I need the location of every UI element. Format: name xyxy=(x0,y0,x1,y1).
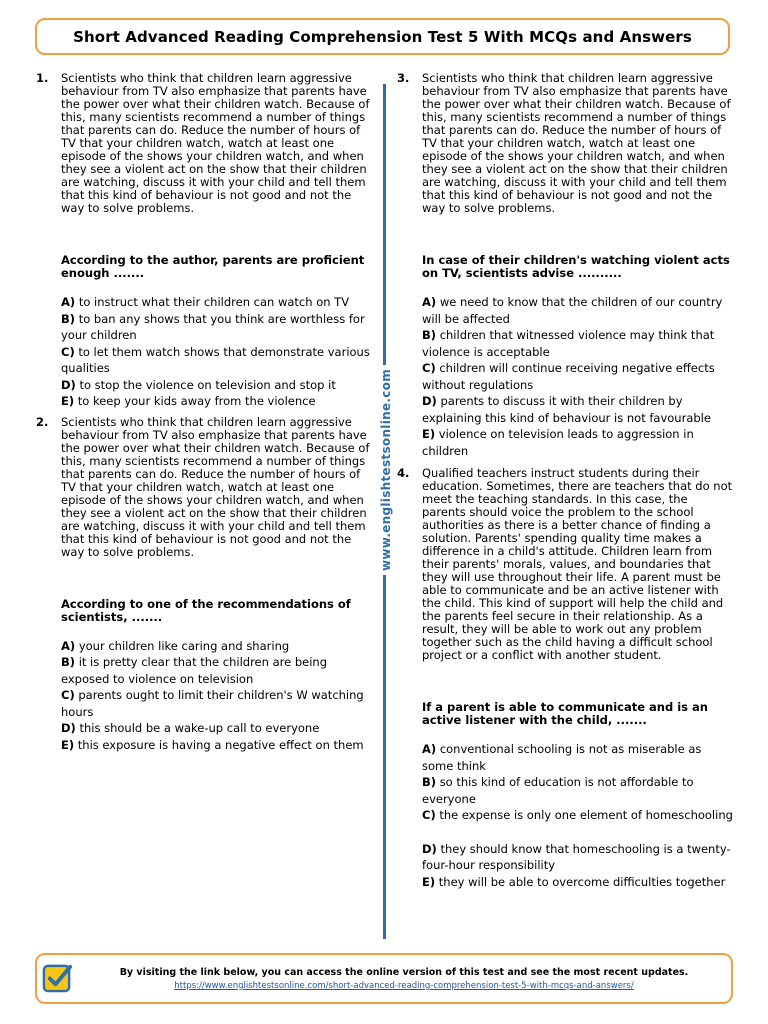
question-1 xyxy=(36,72,372,410)
option-c[interactable] xyxy=(61,344,372,377)
option-letter: E) xyxy=(422,427,436,441)
option-text: children will continue receiving negative effects without regulations xyxy=(422,361,715,392)
option-text: to keep your kids away from the violence xyxy=(77,394,316,408)
option-text: this exposure is having a negative effect on them xyxy=(77,737,364,752)
option-text: to ban any shows that you think are worthless for your children xyxy=(61,311,365,342)
option-a[interactable] xyxy=(422,741,733,774)
option-text: to let them watch shows that demonstrate various qualities xyxy=(61,344,370,375)
option-text: we need to know that the children of our country will be affected xyxy=(422,295,723,326)
question-prompt: If a parent is able to communicate and is an active listener with the child, ....... xyxy=(422,700,708,727)
option-letter: E) xyxy=(61,394,75,408)
option-d[interactable] xyxy=(422,393,733,426)
option-letter: D) xyxy=(61,721,76,735)
checkbox-icon xyxy=(42,962,73,993)
option-letter: B) xyxy=(61,655,76,669)
option-letter: D) xyxy=(422,394,437,408)
option-letter: D) xyxy=(61,377,76,392)
option-a[interactable] xyxy=(61,294,372,311)
option-d[interactable] xyxy=(422,841,733,874)
page-title: Short Advanced Reading Comprehension Test 5 With MCQs and Answers xyxy=(35,18,730,55)
question-passage: Scientists who think that children learn aggressive behaviour from TV also emphasize that parents have the power over what their children watch. Because of this, many scientists recommend a number of things that parents can do. Reduce the number of hours of TV that your children watch, watch at least one episode of the shows your children watch, and when they see a violent act on the show that their children are watching, discuss it with your child and tell them that this kind of behaviour is not good and not the way to solve problems. xyxy=(422,71,731,215)
option-letter: C) xyxy=(61,344,75,359)
question-prompt: According to one of the recommendations of scientists, ....... xyxy=(61,596,351,624)
option-text: the expense is only one element of homeschooling xyxy=(439,808,733,822)
option-letter: C) xyxy=(61,688,75,702)
option-text: it is pretty clear that the children are being exposed to violence on television xyxy=(61,655,327,686)
option-letter: E) xyxy=(422,874,436,889)
question-passage: Scientists who think that children learn aggressive behaviour from TV also emphasize that parents have the power over what their children watch. Because of this, many scientists recommend a number of things that parents can do. Reduce the number of hours of TV that your children watch, watch at least one episode of the shows your children watch, and when they see a violent act on the show that their children are watching, discuss it with your child and tell them that this kind of behaviour is not good and not the way to solve problems. xyxy=(61,414,370,559)
footer-text: By visiting the link below, you can access the online version of this test and see the most recent updates. xyxy=(119,967,689,978)
question-4 xyxy=(397,467,733,890)
option-letter: A) xyxy=(61,638,76,653)
question-passage: Scientists who think that children learn aggressive behaviour from TV also emphasize that parents have the power over what their children watch. Because of this, many scientists recommend a number of things that parents can do. Reduce the number of hours of TV that your children watch, watch at least one episode of the shows your children watch, and when they see a violent act on the show that their children are watching, discuss it with your child and tell them that this kind of behaviour is not good and not the way to solve problems. xyxy=(61,71,370,215)
option-c[interactable] xyxy=(422,360,733,393)
option-letter: B) xyxy=(61,311,76,326)
option-a[interactable] xyxy=(422,294,733,327)
option-e[interactable] xyxy=(422,426,733,459)
option-text: so this kind of education is not affordable to everyone xyxy=(422,775,694,806)
option-letter: C) xyxy=(422,361,436,375)
option-text: children that witnessed violence may think that violence is acceptable xyxy=(422,328,715,359)
option-letter: B) xyxy=(422,328,437,342)
option-letter: E) xyxy=(61,737,75,752)
option-letter: A) xyxy=(422,742,437,756)
option-text: parents ought to limit their children's W watching hours xyxy=(61,688,364,719)
option-text: they will be able to overcome difficulties together xyxy=(438,874,726,889)
options-list xyxy=(61,294,372,410)
question-prompt: In case of their children's watching violent acts on TV, scientists advise .......... xyxy=(422,253,730,280)
option-text: to stop the violence on television and stop it xyxy=(79,377,336,392)
option-text: to instruct what their children can watch on TV xyxy=(78,295,350,309)
footer-link[interactable]: https://www.englishtestsonline.com/short-advanced-reading-comprehension-test-5-with-mcqs-and-answers/ xyxy=(174,981,634,991)
option-text: parents to discuss it with their children by explaining this kind of behaviour is not favourable xyxy=(422,394,711,425)
option-letter: D) xyxy=(422,841,437,856)
left-column xyxy=(36,72,372,753)
option-d[interactable] xyxy=(61,377,372,394)
right-column xyxy=(397,72,733,890)
question-number: 4. xyxy=(397,466,410,480)
option-text: violence on television leads to aggression in children xyxy=(422,427,694,458)
question-number: 2. xyxy=(36,414,49,429)
option-b[interactable] xyxy=(422,774,733,807)
option-b[interactable] xyxy=(61,654,372,687)
option-b[interactable] xyxy=(422,327,733,360)
option-letter: A) xyxy=(61,295,76,309)
option-text: they should know that homeschooling is a twenty-four-hour responsibility xyxy=(422,841,731,872)
option-b[interactable] xyxy=(61,311,372,344)
option-letter: A) xyxy=(422,295,437,309)
question-number: 1. xyxy=(36,71,49,85)
options-list xyxy=(422,741,733,890)
option-c[interactable] xyxy=(61,687,372,720)
option-text: this should be a wake-up call to everyone xyxy=(79,721,320,735)
question-passage: Qualified teachers instruct students during their education. Sometimes, there are teachers that do not meet the teaching standards. In this case, the parents should voice the problem to the school authorities as there is a better chance of finding a solution. Parents' spending quality time makes a difference in a child's attitude. Children learn from their parents' morals, values, and boundaries that they will use throughout their life. A parent must be able to communicate and be an active listener with the child. This kind of support will help the child and the parents feel secure in their relationship. As a result, they will be able to work out any problem together such as the child having a difficult school project or a conflict with another student. xyxy=(422,466,733,662)
question-3 xyxy=(397,72,733,459)
option-e[interactable] xyxy=(61,737,372,754)
question-2 xyxy=(36,416,372,754)
question-number: 3. xyxy=(397,71,410,85)
options-list xyxy=(61,638,372,754)
option-c[interactable] xyxy=(422,807,733,824)
options-list xyxy=(422,294,733,459)
option-letter: C) xyxy=(422,808,436,822)
footer-box xyxy=(35,953,733,1004)
option-text: your children like caring and sharing xyxy=(78,638,290,653)
option-e[interactable] xyxy=(422,874,733,891)
option-d[interactable] xyxy=(61,720,372,737)
option-e[interactable] xyxy=(61,393,372,410)
watermark-text: www.englishtestsonline.com xyxy=(379,365,393,575)
option-a[interactable] xyxy=(61,638,372,655)
option-letter: B) xyxy=(422,775,437,789)
question-prompt: According to the author, parents are proficient enough ....... xyxy=(61,253,365,280)
option-text: conventional schooling is not as miserable as some think xyxy=(422,742,702,773)
